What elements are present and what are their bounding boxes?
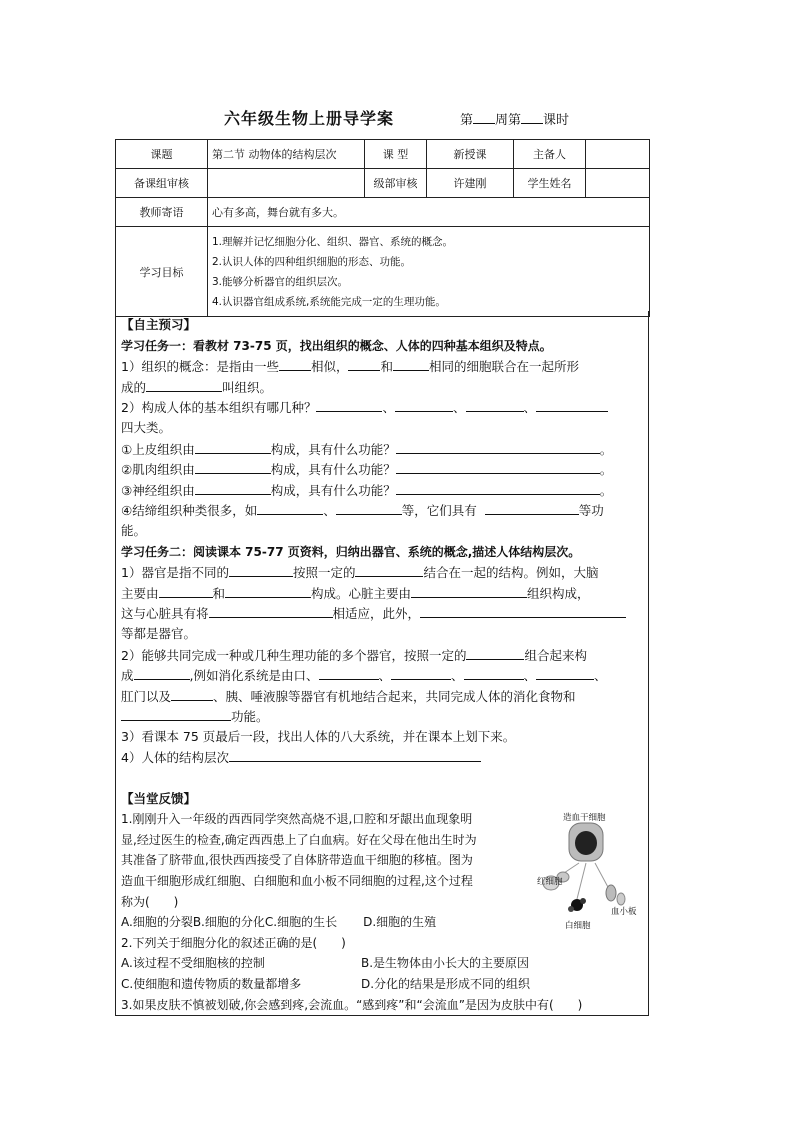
q3-line1: 1）器官是指不同的 按照一定的 结合在一起的结构。例如，大脑 <box>121 562 643 583</box>
q6-line: 4）人体的结构层次 <box>121 747 643 768</box>
blank[interactable] <box>171 686 213 701</box>
question-3-stem: 3.如果皮肤不慎被划破,你会感到疼,会流血。“感到疼”和“会流血”是因为皮肤中有( ) <box>121 997 583 1012</box>
blank[interactable] <box>209 603 333 618</box>
preparer-label: 主备人 <box>514 140 586 169</box>
blank[interactable] <box>355 562 423 577</box>
blank[interactable] <box>466 645 524 660</box>
blank[interactable] <box>536 665 594 680</box>
preview-heading: 【自主预习】 <box>121 317 197 332</box>
goals-label: 学习目标 <box>116 227 208 317</box>
option-d[interactable]: D.分化的结果是形成不同的组织 <box>361 977 531 991</box>
week-blank[interactable] <box>473 111 495 124</box>
group-review-label: 备课组审核 <box>116 169 208 198</box>
blank[interactable] <box>316 397 382 412</box>
blank[interactable] <box>195 459 271 474</box>
blank[interactable] <box>195 439 271 454</box>
blank[interactable] <box>336 500 402 515</box>
q2-nerve: ③神经组织由 构成，具有什么功能？ 。 <box>121 480 643 501</box>
white-cell-label: 白细胞 <box>565 921 591 931</box>
blank[interactable] <box>348 356 380 371</box>
blank[interactable] <box>396 439 600 454</box>
blank[interactable] <box>420 603 626 618</box>
week-prefix: 第 <box>460 113 474 128</box>
preparer-value[interactable] <box>586 140 650 169</box>
question-2-stem: 2.下列关于细胞分化的叙述正确的是( ) <box>121 935 346 950</box>
blank[interactable] <box>159 583 213 598</box>
student-name-value[interactable] <box>586 169 650 198</box>
q2-connective-end: 能。 <box>121 522 147 538</box>
question-1 <box>121 809 533 912</box>
q2-connective: ④结缔组织种类很多，如 、 等，它们具有 等功 <box>121 500 643 521</box>
feedback-heading: 【当堂反馈】 <box>121 790 197 806</box>
blank[interactable] <box>225 583 311 598</box>
red-cell-label: 红细胞 <box>537 877 563 887</box>
goal-item: 1.理解并记忆细胞分化、组织、器官、系统的概念。 <box>212 235 454 248</box>
stem-cell-label: 造血干细胞 <box>563 813 606 823</box>
q3-line4: 等都是器官。 <box>121 625 197 641</box>
lesson-blank[interactable] <box>521 111 543 124</box>
q2-muscle: ②肌肉组织由 构成，具有什么功能？ 。 <box>121 459 643 480</box>
q1-stem-line: 造血干细胞形成红细胞、白细胞和血小板不同细胞的过程,这个过程 <box>121 874 473 889</box>
option-a[interactable]: A.细胞的分裂 <box>121 915 193 930</box>
blank[interactable] <box>121 706 231 721</box>
week-suffix: 课时 <box>543 113 570 128</box>
blank[interactable] <box>319 665 379 680</box>
info-table <box>115 139 650 317</box>
blank[interactable] <box>391 665 451 680</box>
topic-label: 课题 <box>116 140 208 169</box>
q1-stem-line: 显,经过医生的检查,确定西西患上了白血病。好在父母在他出生时为 <box>121 832 477 847</box>
q4-line1: 2）能够共同完成一种或几种生理功能的多个器官，按照一定的 组合起来构 <box>121 645 643 666</box>
option-d[interactable]: D.细胞的生殖 <box>363 915 437 930</box>
blank[interactable] <box>257 500 323 515</box>
q1-line2: 成的 叫组织。 <box>121 377 643 398</box>
blood-cell-figure <box>537 809 647 929</box>
group-review-value[interactable] <box>208 169 365 198</box>
task2-title: 学习任务二：阅读课本 75-77 页资料，归纳出器官、系统的概念,描述人体结构层次。 <box>121 544 581 559</box>
message-label: 教师寄语 <box>116 198 208 227</box>
q1-stem-line: 其准备了脐带血,很快西西接受了自体脐带造血干细胞的移植。图为 <box>121 853 473 868</box>
title-row <box>0 106 794 132</box>
blank[interactable] <box>464 665 524 680</box>
spacer <box>121 768 643 789</box>
q3-line2: 主要由 和 构成。心脏主要由 组织构成， <box>121 583 643 604</box>
option-a[interactable]: A.该过程不受细胞核的控制 <box>121 956 265 971</box>
student-name-label: 学生姓名 <box>514 169 586 198</box>
q5-line: 3）看课本 75 页最后一段，找出人体的八大系统，并在课本上划下来。 <box>121 728 516 744</box>
blank[interactable] <box>229 562 293 577</box>
goals-list <box>208 227 650 317</box>
option-b[interactable]: B.是生物体由小长大的主要原因 <box>361 956 530 971</box>
q2-options-row1 <box>121 953 643 974</box>
q4-line2: 成 ,例如消化系统是由口、 、 、 、 、 <box>121 665 643 686</box>
message-value: 心有多高，舞台就有多大。 <box>208 198 650 227</box>
blank[interactable] <box>396 459 600 474</box>
q2-epithelial: ①上皮组织由 构成，具有什么功能？ 。 <box>121 439 643 460</box>
goal-item: 4.认识器官组成系统,系统能完成一定的生理功能。 <box>212 295 446 308</box>
option-b[interactable]: B.细胞的分化 <box>192 915 265 930</box>
option-c[interactable]: C.细胞的生长 <box>264 915 338 930</box>
goal-item: 3.能够分析器官的组织层次。 <box>212 275 349 288</box>
blank[interactable] <box>411 583 527 598</box>
grade-review-value: 许建刚 <box>427 169 514 198</box>
q1-line1: 1）组织的概念：是指由一些 相似， 和 相同的细胞联合在一起所形 <box>121 356 643 377</box>
q2-line2: 四大类。 <box>121 419 172 435</box>
type-label: 课 型 <box>365 140 427 169</box>
platelet-icon <box>606 885 625 905</box>
blank[interactable] <box>134 665 190 680</box>
task1-title: 学习任务一：看教材 73-75 页，找出组织的概念、人体的四种基本组织及特点。 <box>121 338 552 353</box>
blank[interactable] <box>466 397 524 412</box>
q3-line3: 这与心脏具有将 相适应，此外， <box>121 603 643 624</box>
platelet-label: 血小板 <box>611 907 637 917</box>
q2-options-row2 <box>121 974 643 995</box>
q1-stem-line: 称为( ) <box>121 894 179 909</box>
blank[interactable] <box>279 356 311 371</box>
blank[interactable] <box>195 480 271 495</box>
q4-line4: 功能。 <box>121 706 643 727</box>
week-mid: 周第 <box>495 113 522 128</box>
week-lesson-info <box>460 109 569 128</box>
goal-item: 2.认识人体的四种组织细胞的形态、功能。 <box>212 255 412 268</box>
blank[interactable] <box>229 747 481 762</box>
page-title: 六年级生物上册导学案 <box>224 109 395 128</box>
type-value: 新授课 <box>427 140 514 169</box>
blank[interactable] <box>485 500 579 515</box>
grade-review-label: 级部审核 <box>365 169 427 198</box>
stem-cell-icon <box>569 823 603 861</box>
q1-stem-line: 1.刚刚升入一年级的西西同学突然高烧不退,口腔和牙龈出血现象明 <box>121 812 473 827</box>
blank[interactable] <box>393 356 429 371</box>
blank[interactable] <box>536 397 608 412</box>
option-c[interactable]: C.使细胞和遗传物质的数量都增多 <box>121 977 302 991</box>
topic-value: 第二节 动物体的结构层次 <box>208 140 365 169</box>
blank[interactable] <box>396 480 600 495</box>
blank[interactable] <box>395 397 453 412</box>
white-cell-icon <box>568 898 586 912</box>
q2-line1: 2）构成人体的基本组织有哪几种？ 、 、 、 <box>121 397 643 418</box>
q4-line3: 肛门以及 、胰、唾液腺等器官有机地结合起来，共同完成人体的消化食物和 <box>121 686 643 707</box>
blank[interactable] <box>146 377 222 392</box>
